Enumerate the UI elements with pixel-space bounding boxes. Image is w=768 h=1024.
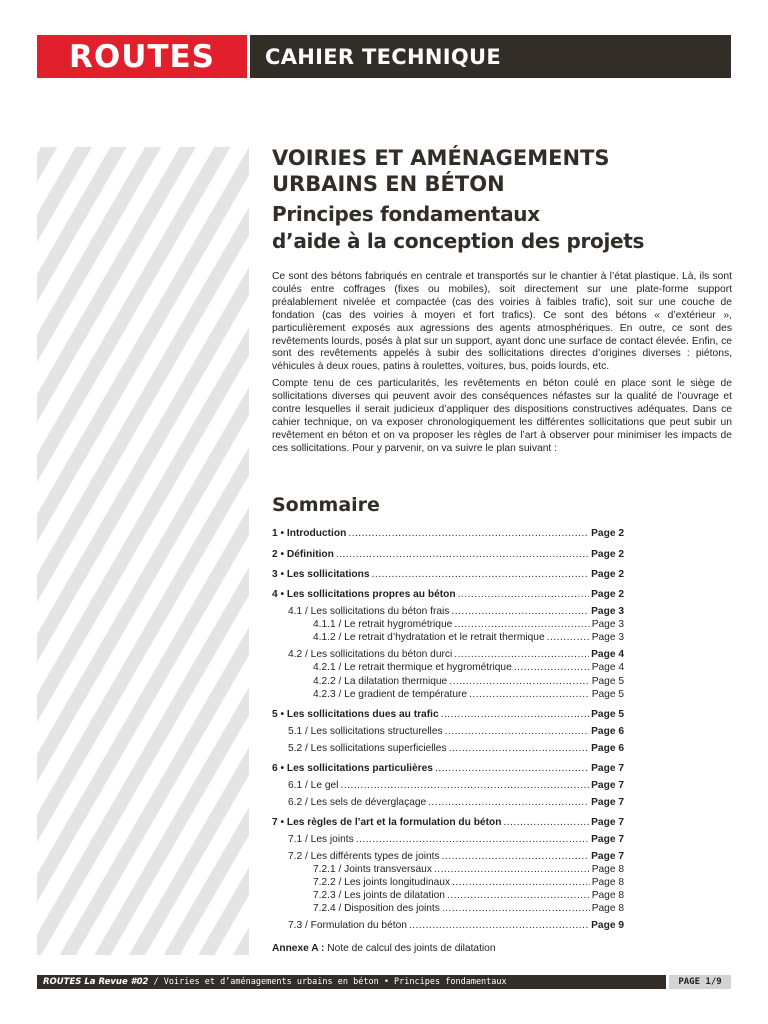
intro-paragraph-2: Compte tenu de ces particularités, les revêtements en béton coulé en place sont le siège de sollicitations diverses qui peuvent avoir des conséquences néfastes sur la qualité de l’ouvrage et contre lesquelles il serait judicieux d’appliquer des dispositions constructives adéquates. Dans ce cahier technique, on va exposer chronologiquement les différentes sollicitations que peut subir un revêtement en béton et on va proposer les règles de l’art à observer pour minimiser les impacts de ces sollicitations. Pour y parvenir, on va suivre le plan suivant : bbox=[272, 378, 732, 454]
footer-article-title: / Voiries et d’aménagements urbains en béton • Principes fondamentaux bbox=[148, 977, 507, 987]
article-title bbox=[272, 145, 732, 197]
annex-note bbox=[272, 943, 496, 954]
toc-entry[interactable]: 7.3 / Formulation du béton ..... Page 9 bbox=[272, 920, 624, 934]
article-subtitle-line-2: d’aide à la conception des projets bbox=[272, 229, 645, 253]
toc-entry[interactable]: 7.2.1 / Joints transversaux ..... Page 8 bbox=[272, 864, 624, 877]
toc-entry[interactable]: 4.1.1 / Le retrait hygrométrique ..... Page 3 bbox=[272, 619, 624, 632]
article-title-line-2: URBAINS EN BÉTON bbox=[272, 172, 505, 196]
toc-entry[interactable]: 7.1 / Les joints ..... Page 7 bbox=[272, 834, 624, 851]
toc-entry[interactable]: 5.1 / Les sollicitations structurelles ..... Page 6 bbox=[272, 726, 624, 743]
intro-paragraph-1: Ce sont des bétons fabriqués en centrale et transportés sur le chantier à l’état plastique. Là, ils sont coulés entre coffrages (fixes ou mobiles), soit directement sur une plate-forme support préalablement nivelée et compactée (cas des voiries à faibles trafic), soit sur une couche de fondation (cas des voiries à moyen et fort trafics). Ce sont des bétons « d’extérieur », particulièrement exposés aux agressions des agents atmosphériques. En outre, ce sont des revêtements lourds, posés à plat sur un support, ayant donc une surface de contact élevée. Enfin, ce sont des revêtements appelés à subir des sollicitations directes d’origines diverses : piétons, véhicules à deux roues, patins à roulettes, voitures, bus, poids lourds, etc. bbox=[272, 271, 732, 373]
toc-entry[interactable]: 2 • Définition ..... Page 2 bbox=[272, 549, 624, 569]
toc-entry[interactable]: 5 • Les sollicitations dues au trafic ..... Page 5 bbox=[272, 709, 624, 726]
footer-publication-name: ROUTES La Revue #02 bbox=[43, 977, 149, 987]
toc-heading: Sommaire bbox=[272, 494, 380, 516]
toc-entry[interactable]: 4.2.3 / Le gradient de température ..... Page 5 bbox=[272, 689, 624, 709]
annex-text: Note de calcul des joints de dilatation bbox=[324, 943, 496, 954]
table-of-contents bbox=[272, 528, 624, 934]
annex-label: Annexe A : bbox=[272, 943, 325, 954]
decorative-stripes bbox=[37, 147, 249, 955]
section-title: CAHIER TECHNIQUE bbox=[250, 35, 731, 78]
article-subtitle-line-1: Principes fondamentaux bbox=[272, 202, 540, 226]
page-header bbox=[37, 35, 731, 78]
toc-entry[interactable]: 4.2.2 / La dilatation thermique ..... Page 5 bbox=[272, 676, 624, 689]
toc-entry[interactable]: 7.2.3 / Les joints de dilatation ..... Page 8 bbox=[272, 890, 624, 903]
toc-entry[interactable]: 6.2 / Les sels de déverglaçage ..... Page 7 bbox=[272, 797, 624, 817]
toc-entry[interactable]: 7.2 / Les différents types de joints ..... Page 7 bbox=[272, 851, 624, 864]
toc-entry[interactable]: 7.2.4 / Disposition des joints ..... Page 8 bbox=[272, 903, 624, 920]
article-title-line-1: VOIRIES ET AMÉNAGEMENTS bbox=[272, 146, 610, 170]
article-subtitle bbox=[272, 201, 732, 255]
toc-entry[interactable]: 4.1.2 / Le retrait d’hydratation et le retrait thermique ..... Page 3 bbox=[272, 632, 624, 649]
toc-entry[interactable]: 4 • Les sollicitations propres au béton ..... Page 2 bbox=[272, 589, 624, 606]
toc-entry[interactable]: 7.2.2 / Les joints longitudinaux ..... Page 8 bbox=[272, 877, 624, 890]
toc-entry[interactable]: 6 • Les sollicitations particulières ..... Page 7 bbox=[272, 763, 624, 780]
toc-entry[interactable]: 7 • Les règles de l’art et la formulation du béton ..... Page 7 bbox=[272, 817, 624, 834]
toc-entry[interactable]: 1 • Introduction ..... Page 2 bbox=[272, 528, 624, 549]
toc-entry[interactable]: 4.1 / Les sollicitations du béton frais ..... Page 3 bbox=[272, 606, 624, 619]
toc-entry[interactable]: 6.1 / Le gel ..... Page 7 bbox=[272, 780, 624, 797]
footer-publication bbox=[37, 975, 666, 989]
toc-entry[interactable]: 5.2 / Les sollicitations superficielles ..... Page 6 bbox=[272, 743, 624, 763]
toc-entry[interactable]: 4.2 / Les sollicitations du béton durci ..... Page 4 bbox=[272, 649, 624, 662]
toc-entry[interactable]: 4.2.1 / Le retrait thermique et hygrométrique ..... Page 4 bbox=[272, 662, 624, 676]
page-footer bbox=[37, 975, 731, 989]
page-number: PAGE 1/9 bbox=[669, 975, 731, 989]
routes-logo: ROUTES bbox=[37, 35, 247, 78]
article-body bbox=[272, 145, 732, 456]
toc-entry[interactable]: 3 • Les sollicitations ..... Page 2 bbox=[272, 569, 624, 589]
